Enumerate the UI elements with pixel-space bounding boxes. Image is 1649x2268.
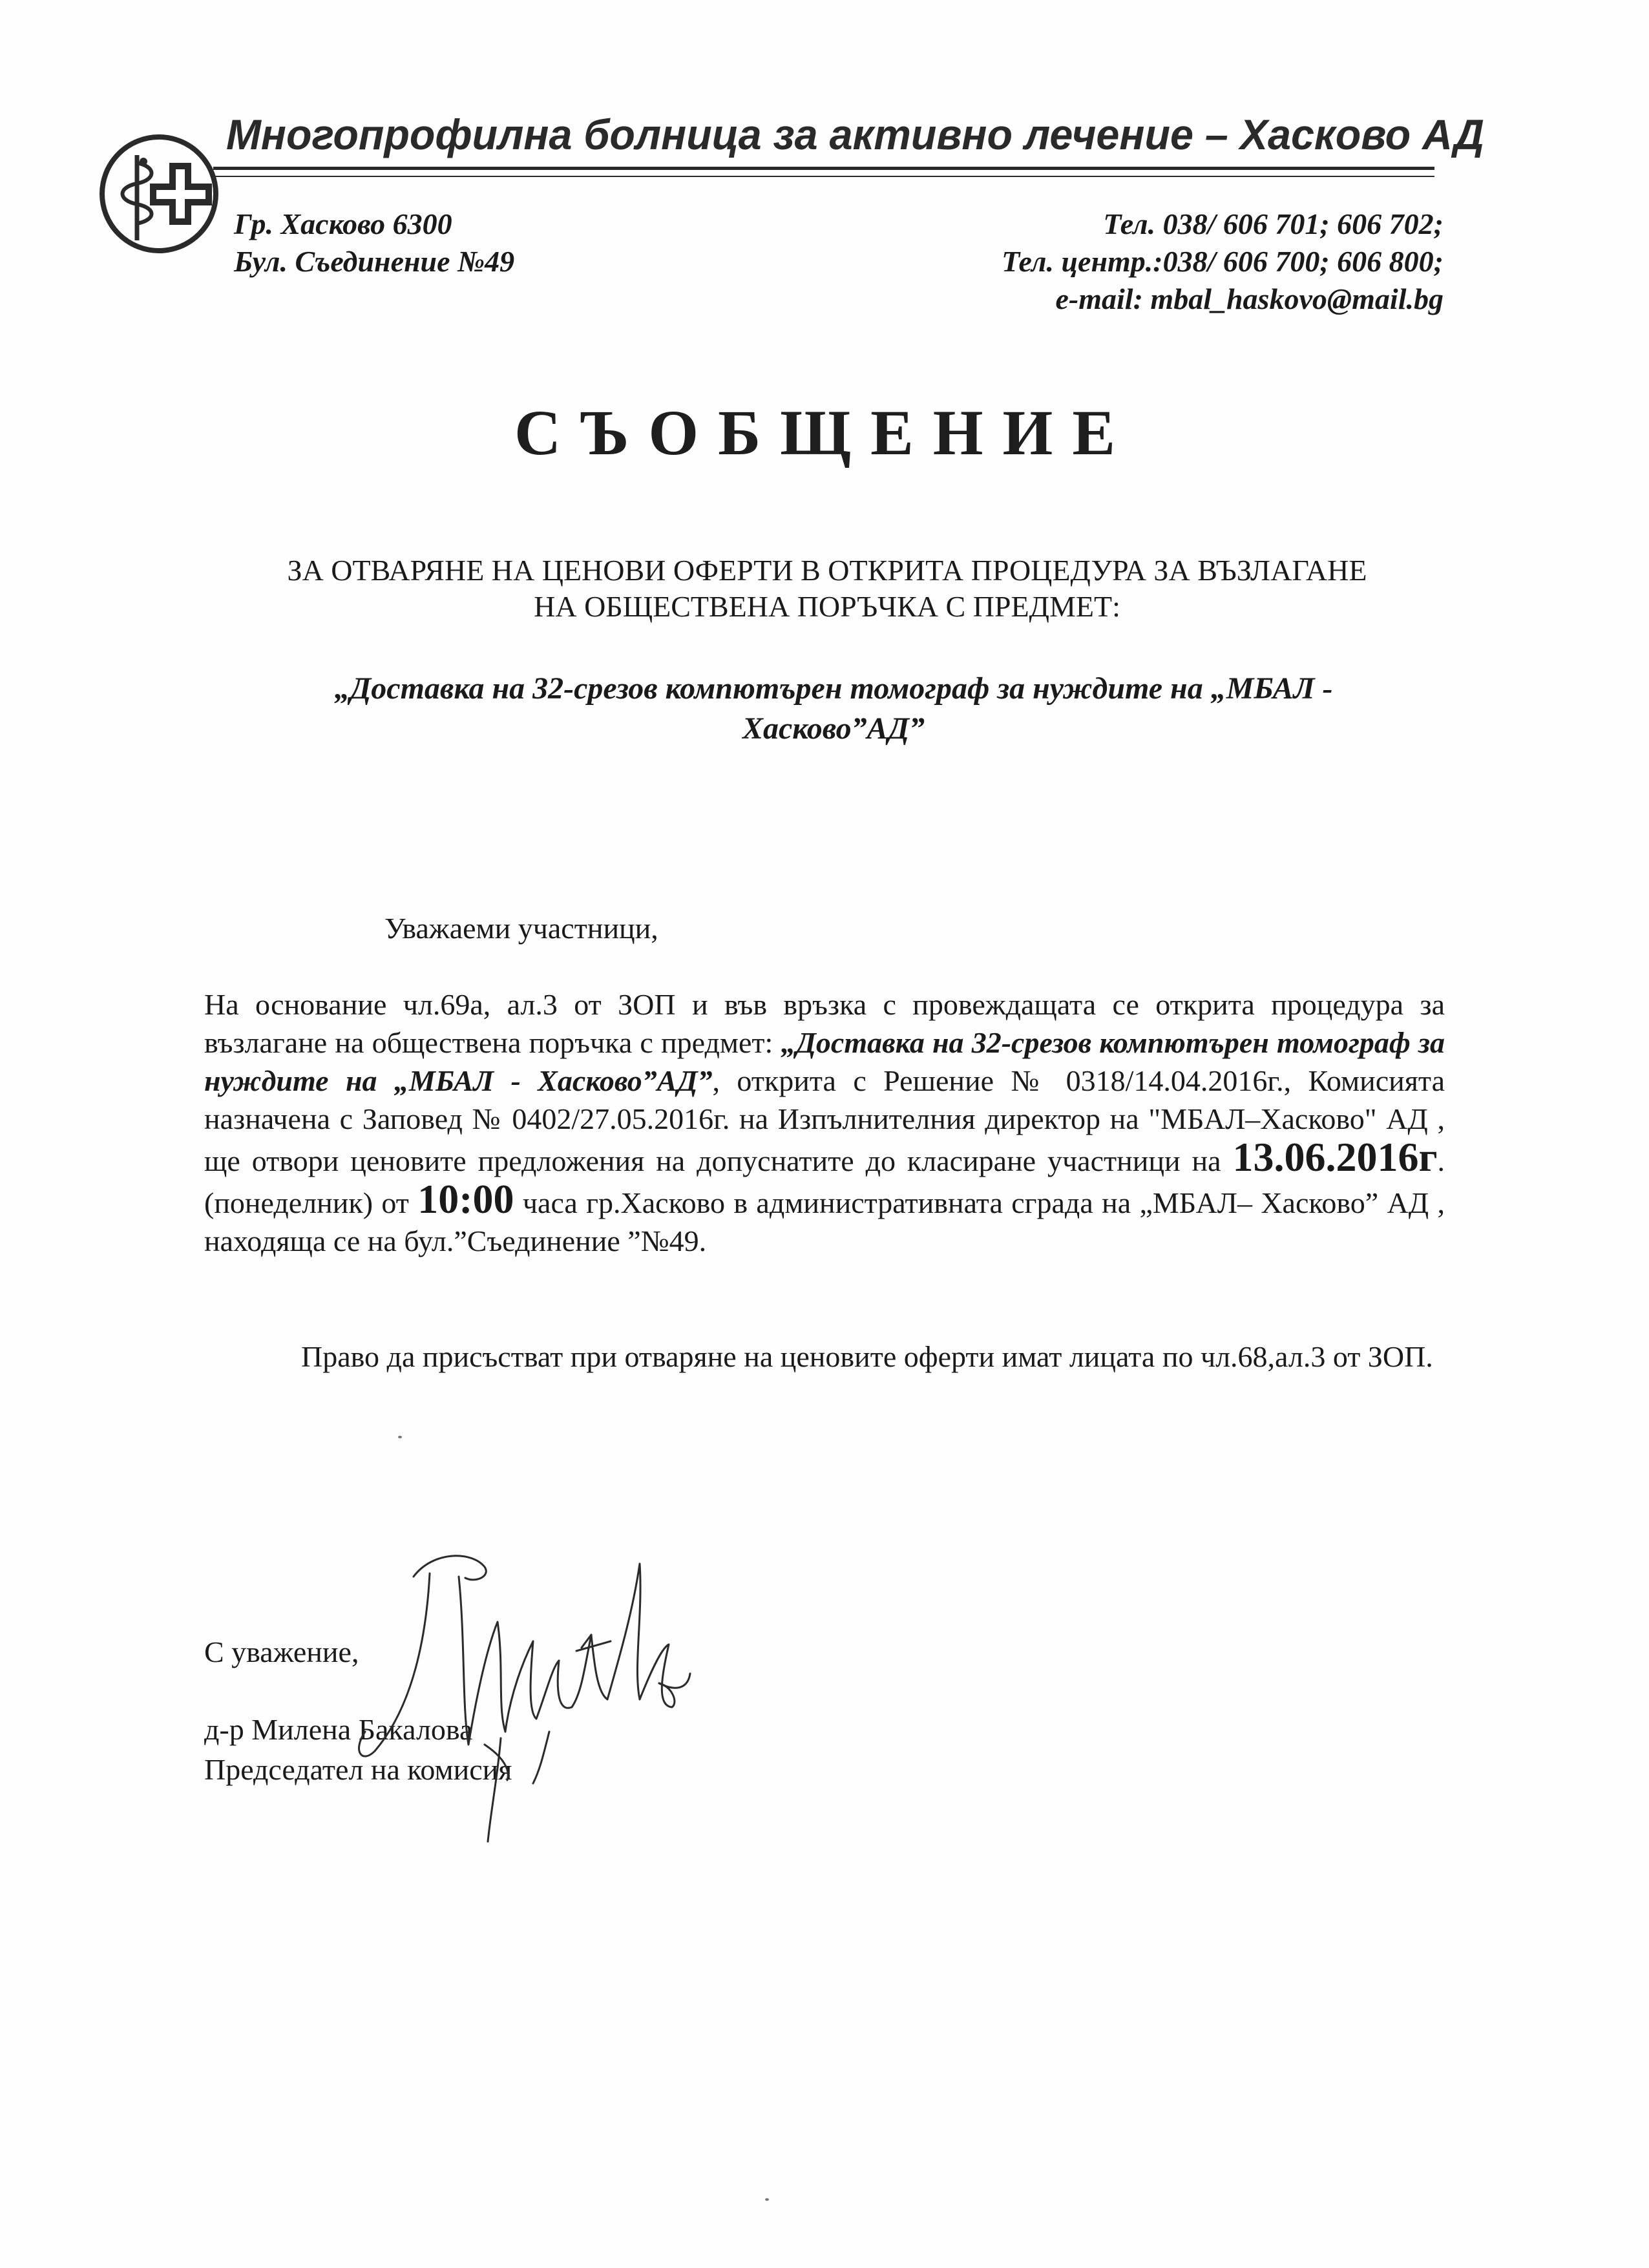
address-block (234, 205, 514, 280)
main-paragraph (204, 985, 1445, 1260)
phone-line-1: Тел. 038/ 606 701; 606 702; (1103, 207, 1444, 240)
subject-line-2: Хасково”АД” (742, 711, 925, 746)
para1-subject: „Доставка на 32-срезов компютърен томограф за нуждите на „МБАЛ - Хасково”АД” (204, 1026, 1445, 1097)
contact-block (1002, 205, 1444, 318)
header-rule-thin (213, 176, 1434, 177)
closing-regards: С уважение, (204, 1635, 359, 1668)
handwritten-signature (336, 1538, 698, 1848)
greeting: Уважаеми участници, (384, 912, 658, 945)
address-city: Гр. Хасково 6300 (234, 207, 452, 240)
procurement-subject (246, 669, 1422, 749)
header-rule-thick (213, 167, 1434, 170)
subject-line-1: „Доставка на 32-срезов компютърен томограф за нуждите на „МБАЛ - (334, 671, 1333, 706)
para1-text-c: . (понеделник) от (204, 1144, 1445, 1219)
notice-title: СЪОБЩЕНИЕ (514, 397, 1135, 468)
scan-speck (398, 1436, 402, 1438)
organization-name: Многопрофилна болница за активно лечение – Хасково АД (226, 110, 1484, 158)
para1-text-d: часа гр.Хасково в административната сграда на „МБАЛ– Хасково” АД , находяща се на бул.”Съединение ”№49. (204, 1186, 1445, 1257)
subtitle-line-1: ЗА ОТВАРЯНЕ НА ЦЕНОВИ ОФЕРТИ В ОТКРИТА ПРОЦЕДУРА ЗА ВЪЗЛАГАНЕ (287, 554, 1367, 587)
opening-date: 13.06.2016г (1232, 1134, 1438, 1180)
signer-role: Председател на комисия (204, 1753, 512, 1786)
opening-time: 10:00 (417, 1176, 514, 1222)
hospital-logo-icon (97, 129, 226, 258)
scan-speck (765, 2198, 769, 2201)
notice-subtitle (181, 552, 1473, 625)
address-street: Бул. Съединение №49 (234, 245, 515, 278)
email-line: e-mail: mbal_haskovo@mail.bg (1055, 282, 1444, 315)
subtitle-line-2: НА ОБЩЕСТВЕНА ПОРЪЧКА С ПРЕДМЕТ: (534, 590, 1120, 623)
para1-text-b: , открита с Решение № 0318/14.04.2016г., Комисията назначена с Заповед № 0402/27.05.2016г. на Изпълнителния директор на "МБАЛ–Хасково" АД , ще отвори ценовите предложения на допуснатите до класиране участници на (204, 1064, 1445, 1177)
phone-line-2: Тел. центр.:038/ 606 700; 606 800; (1002, 245, 1444, 278)
para1-text-a: На основание чл.69а, ал.3 от ЗОП и във връзка с провеждащата се открита процедура за възлагане на обществена поръчка с предмет: (204, 988, 1445, 1059)
signer-name: д-р Милена Бакалова (204, 1713, 473, 1746)
attendance-paragraph: Право да присъстват при отваряне на ценовите оферти имат лицата по чл.68,ал.3 от ЗОП. (301, 1340, 1433, 1373)
